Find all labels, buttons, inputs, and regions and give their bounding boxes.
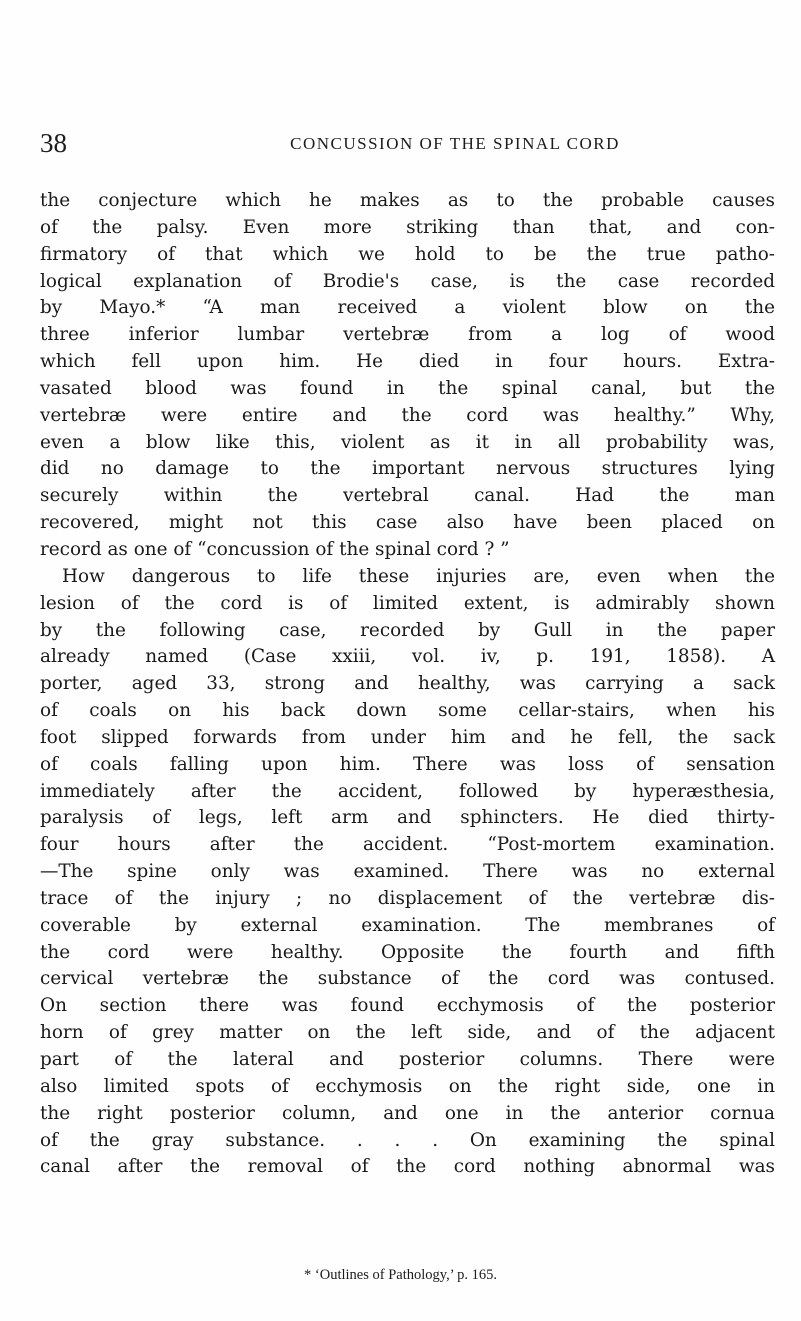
text-line: record as one of “concussion of the spinal cord ? ” (40, 538, 510, 560)
text-line: immediately after the accident, followed by hyperæsthesia, (40, 780, 775, 802)
text-line: recovered, might not this case also have been placed on (40, 512, 775, 534)
text-line: How dangerous to life these injuries are, even when the (62, 565, 775, 587)
text-line: vertebræ were entire and the cord was healthy.” Why, (40, 404, 775, 426)
text-line: vasated blood was found in the spinal canal, but the (40, 377, 775, 399)
text-line: of coals falling upon him. There was loss of sensation (40, 753, 775, 775)
text-line: foot slipped forwards from under him and he fell, the sack (40, 726, 775, 748)
page-number: 38 (40, 128, 67, 158)
text-line: the conjecture which he makes as to the probable causes (40, 190, 775, 211)
text-line: logical explanation of Brodie's case, is the case recorded (40, 270, 775, 292)
text-line: horn of grey matter on the left side, and of the adjacent (40, 1022, 775, 1044)
text-line: canal after the removal of the cord nothing abnormal was (40, 1156, 775, 1178)
text-line: the right posterior column, and one in the anterior cornua (40, 1102, 775, 1124)
text-line: trace of the injury ; no displacement of the vertebræ dis- (40, 887, 775, 909)
text-line: lesion of the cord is of limited extent, is admirably shown (40, 592, 775, 614)
text-line: by Mayo.* “A man received a violent blow on the (40, 297, 775, 319)
text-line: of coals on his back down some cellar-stairs, when his (40, 700, 775, 722)
text-line: did no damage to the important nervous structures lying (40, 458, 775, 480)
text-line: three inferior lumbar vertebræ from a log of wood (40, 324, 775, 346)
text-line: already named (Case xxiii, vol. iv, p. 191, 1858). A (40, 646, 775, 668)
text-line: also limited spots of ecchymosis on the right side, one in (40, 1075, 775, 1097)
page-header (40, 128, 780, 162)
text-line: paralysis of legs, left arm and sphincters. He died thirty- (40, 807, 775, 829)
text-line: part of the lateral and posterior columns. There were (40, 1049, 775, 1070)
text-line: coverable by external examination. The membranes of (40, 914, 775, 936)
text-line: On section there was found ecchymosis of the posterior (40, 995, 775, 1017)
text-line: four hours after the accident. “Post-mortem examination. (40, 834, 775, 856)
text-line: of the palsy. Even more striking than that, and con- (40, 216, 775, 238)
footnote: * ‘Outlines of Pathology,’ p. 165. (304, 1267, 497, 1283)
running-head: CONCUSSION OF THE SPINAL CORD (290, 134, 620, 153)
text-line: firmatory of that which we hold to be the true patho- (40, 243, 775, 265)
text-line: porter, aged 33, strong and healthy, was carrying a sack (40, 673, 775, 695)
text-line: cervical vertebræ the substance of the cord was contused. (40, 968, 775, 990)
text-line: even a blow like this, violent as it in all probability was, (40, 431, 775, 453)
text-line: —The spine only was examined. There was no external (40, 861, 775, 883)
body-text (40, 188, 775, 1181)
text-line: by the following case, recorded by Gull in the paper (40, 619, 775, 641)
text-line: which fell upon him. He died in four hours. Extra- (40, 351, 775, 373)
text-line: the cord were healthy. Opposite the fourth and fifth (40, 941, 775, 963)
text-line: of the gray substance. . . . On examining the spinal (40, 1129, 775, 1151)
text-line: securely within the vertebral canal. Had the man (40, 485, 775, 507)
